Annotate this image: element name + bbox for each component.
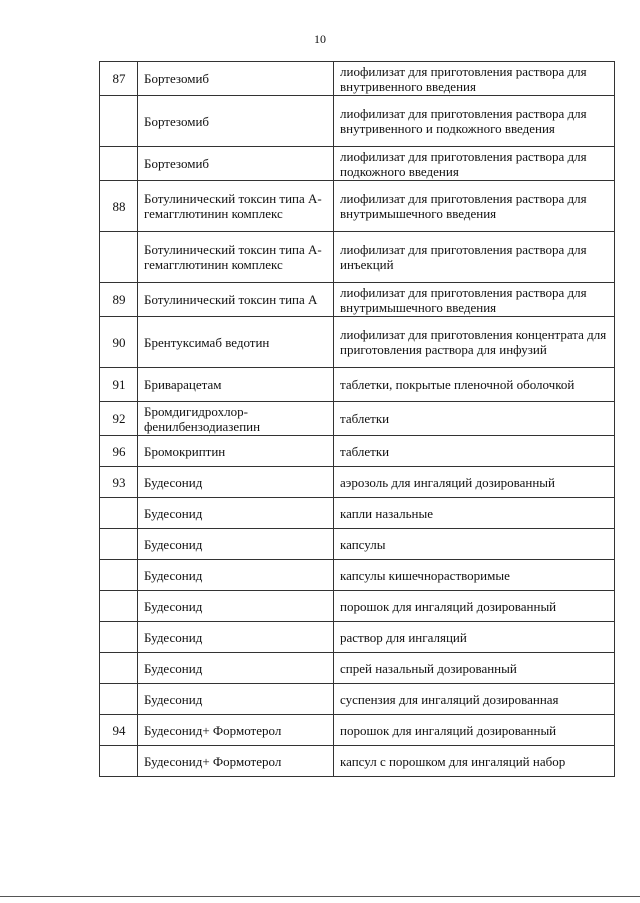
drug-name-cell: Бромдигидрохлор-фенилбензодиазепин (138, 402, 334, 436)
dosage-form-cell: лиофилизат для приготовления раствора для внутривенного и подкожного введения (334, 96, 615, 147)
row-number-cell: 92 (100, 402, 138, 436)
row-number-cell (100, 96, 138, 147)
table-row (100, 181, 615, 232)
table-row (100, 529, 615, 560)
drug-name-cell: Бортезомиб (138, 96, 334, 147)
drug-name-cell: Бортезомиб (138, 147, 334, 181)
dosage-form-cell: раствор для ингаляций (334, 622, 615, 653)
table-row (100, 96, 615, 147)
dosage-form-cell: лиофилизат для приготовления раствора для внутривенного введения (334, 62, 615, 96)
row-number-cell: 87 (100, 62, 138, 96)
row-number-cell: 96 (100, 436, 138, 467)
drug-name-cell: Будесонид (138, 560, 334, 591)
drug-name-cell: Будесонид (138, 498, 334, 529)
row-number-cell (100, 498, 138, 529)
dosage-form-cell: капсулы (334, 529, 615, 560)
drug-name-cell: Ботулинический токсин типа А (138, 283, 334, 317)
table-row (100, 498, 615, 529)
drug-name-cell: Будесонид (138, 591, 334, 622)
row-number-cell: 94 (100, 715, 138, 746)
dosage-form-cell: таблетки (334, 402, 615, 436)
table-row (100, 746, 615, 777)
dosage-form-cell: капсул с порошком для ингаляций набор (334, 746, 615, 777)
table-row (100, 591, 615, 622)
table-row (100, 715, 615, 746)
drug-name-cell: Брентуксимаб ведотин (138, 317, 334, 368)
drug-table-body (100, 62, 615, 777)
dosage-form-cell: порошок для ингаляций дозированный (334, 715, 615, 746)
dosage-form-cell: капсулы кишечнорастворимые (334, 560, 615, 591)
table-row (100, 147, 615, 181)
dosage-form-cell: таблетки (334, 436, 615, 467)
row-number-cell: 93 (100, 467, 138, 498)
dosage-form-cell: суспензия для ингаляций дозированная (334, 684, 615, 715)
dosage-form-cell: лиофилизат для приготовления раствора для подкожного введения (334, 147, 615, 181)
table-row (100, 467, 615, 498)
table-row (100, 402, 615, 436)
dosage-form-cell: лиофилизат для приготовления концентрата для приготовления раствора для инфузий (334, 317, 615, 368)
row-number-cell (100, 529, 138, 560)
drug-name-cell: Будесонид (138, 684, 334, 715)
table-row (100, 317, 615, 368)
drug-name-cell: Будесонид (138, 467, 334, 498)
page-number: 10 (314, 32, 326, 46)
row-number-cell: 90 (100, 317, 138, 368)
dosage-form-cell: лиофилизат для приготовления раствора для внутримышечного введения (334, 283, 615, 317)
row-number-cell: 91 (100, 368, 138, 402)
drug-name-cell: Бриварацетам (138, 368, 334, 402)
drug-name-cell: Будесонид+ Формотерол (138, 715, 334, 746)
row-number-cell (100, 591, 138, 622)
table-row (100, 436, 615, 467)
table-row (100, 560, 615, 591)
drug-name-cell: Ботулинический токсин типа А-гемагглютинин комплекс (138, 181, 334, 232)
dosage-form-cell: аэрозоль для ингаляций дозированный (334, 467, 615, 498)
table-row (100, 62, 615, 96)
row-number-cell: 89 (100, 283, 138, 317)
row-number-cell (100, 622, 138, 653)
drug-table (99, 61, 615, 777)
table-row (100, 653, 615, 684)
table-row (100, 283, 615, 317)
drug-name-cell: Бортезомиб (138, 62, 334, 96)
bottom-rule (0, 896, 640, 897)
drug-name-cell: Будесонид (138, 653, 334, 684)
drug-name-cell: Будесонид+ Формотерол (138, 746, 334, 777)
row-number-cell (100, 653, 138, 684)
drug-name-cell: Ботулинический токсин типа А-гемагглютинин комплекс (138, 232, 334, 283)
dosage-form-cell: таблетки, покрытые пленочной оболочкой (334, 368, 615, 402)
dosage-form-cell: спрей назальный дозированный (334, 653, 615, 684)
drug-name-cell: Будесонид (138, 529, 334, 560)
dosage-form-cell: капли назальные (334, 498, 615, 529)
table-row (100, 684, 615, 715)
row-number-cell (100, 684, 138, 715)
row-number-cell: 88 (100, 181, 138, 232)
table-row (100, 368, 615, 402)
row-number-cell (100, 147, 138, 181)
row-number-cell (100, 746, 138, 777)
row-number-cell (100, 560, 138, 591)
row-number-cell (100, 232, 138, 283)
table-row (100, 232, 615, 283)
table-row (100, 622, 615, 653)
drug-name-cell: Будесонид (138, 622, 334, 653)
dosage-form-cell: лиофилизат для приготовления раствора для внутримышечного введения (334, 181, 615, 232)
dosage-form-cell: порошок для ингаляций дозированный (334, 591, 615, 622)
drug-name-cell: Бромокриптин (138, 436, 334, 467)
dosage-form-cell: лиофилизат для приготовления раствора для инъекций (334, 232, 615, 283)
